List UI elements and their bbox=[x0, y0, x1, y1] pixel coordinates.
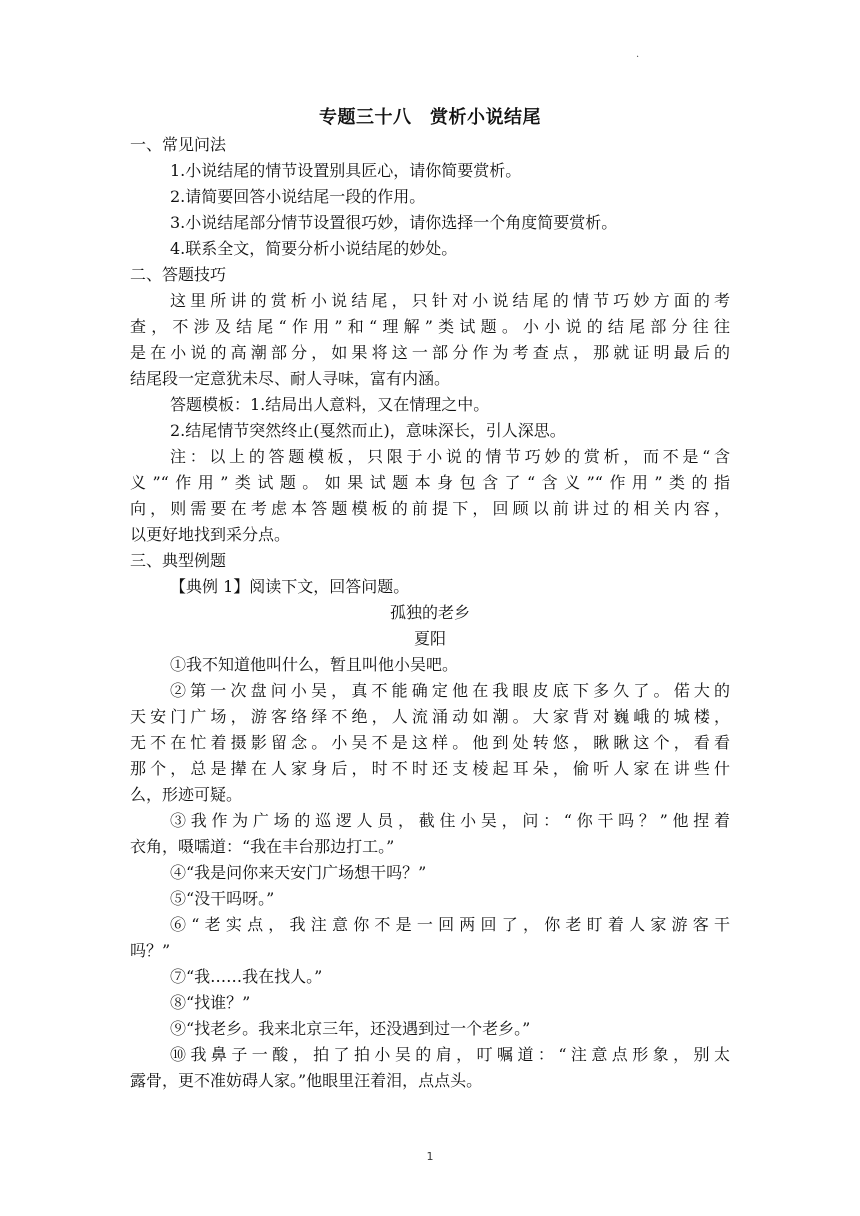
answer-template-1: 答题模板：1.结局出人意料，又在情理之中。 bbox=[170, 395, 490, 414]
story-paragraph-line: 无不在忙着摄影留念。小吴不是这样。他到处转悠，瞅瞅这个，看看 bbox=[130, 733, 730, 752]
document-body bbox=[130, 104, 730, 1094]
question-item: 4.联系全文，简要分析小说结尾的妙处。 bbox=[170, 239, 458, 258]
story-paragraph-line: 么，形迹可疑。 bbox=[130, 785, 243, 804]
story-author: 夏阳 bbox=[413, 629, 446, 648]
story-paragraph-line: 天安门广场，游客络绎不绝，人流涌动如潮。大家背对巍峨的城楼， bbox=[130, 707, 730, 726]
story-paragraph: ⑧“找谁？” bbox=[170, 993, 251, 1012]
story-paragraph-line: 那个，总是撵在人家身后，时不时还支棱起耳朵，偷听人家在讲些什 bbox=[130, 759, 730, 778]
story-paragraph: ④“我是问你来天安门广场想干吗？” bbox=[170, 863, 427, 882]
story-paragraph-line: ③我作为广场的巡逻人员，截住小吴，问：“你干吗？”他捏着 bbox=[170, 811, 730, 830]
note-line: 注：以上的答题模板，只限于小说的情节巧妙的赏析，而不是“含 bbox=[170, 447, 730, 466]
note-line: 以更好地找到采分点。 bbox=[130, 525, 291, 544]
paragraph-line: 查，不涉及结尾“作用”和“理解”类试题。小小说的结尾部分往往 bbox=[130, 317, 730, 336]
story-paragraph-line: 吗？” bbox=[130, 941, 171, 960]
page-number: 1 bbox=[426, 1150, 434, 1163]
example-intro: 【典例 1】阅读下文，回答问题。 bbox=[170, 577, 410, 596]
note-line: 向，则需要在考虑本答题模板的前提下，回顾以前讲过的相关内容， bbox=[130, 499, 730, 518]
question-item: 1.小说结尾的情节设置别具匠心，请你简要赏析。 bbox=[170, 161, 522, 180]
story-paragraph-line: ⑩我鼻子一酸，拍了拍小吴的肩，叮嘱道：“注意点形象，别太 bbox=[170, 1045, 730, 1064]
paragraph-line: 结尾段一定意犹未尽、耐人寻味，富有内涵。 bbox=[130, 369, 451, 388]
section-heading-common-questions: 一、常见问法 bbox=[130, 135, 227, 154]
story-paragraph: ⑨“找老乡。我来北京三年，还没遇到过一个老乡。” bbox=[170, 1019, 531, 1038]
question-item: 3.小说结尾部分情节设置很巧妙，请你选择一个角度简要赏析。 bbox=[170, 213, 618, 232]
story-paragraph: ⑦“我……我在找人。” bbox=[170, 967, 323, 986]
page-title: 专题三十八 赏析小说结尾 bbox=[319, 107, 541, 128]
story-paragraph-line: 露骨，更不准妨碍人家。”他眼里汪着泪，点点头。 bbox=[130, 1071, 483, 1090]
paragraph-line: 这里所讲的赏析小说结尾，只针对小说结尾的情节巧妙方面的考 bbox=[170, 291, 730, 310]
story-paragraph-line: 衣角，嗫嚅道：“我在丰台那边打工。” bbox=[130, 837, 395, 856]
answer-template-2: 2.结尾情节突然终止(戛然而止)，意味深长，引人深思。 bbox=[170, 421, 566, 440]
section-heading-answer-skills: 二、答题技巧 bbox=[130, 265, 227, 284]
paragraph-line: 是在小说的高潮部分，如果将这一部分作为考查点，那就证明最后的 bbox=[130, 343, 730, 362]
story-title: 孤独的老乡 bbox=[389, 603, 470, 622]
story-paragraph-line: ②第一次盘问小吴，真不能确定他在我眼皮底下多久了。偌大的 bbox=[170, 681, 730, 700]
story-paragraph-line: ⑥“老实点，我注意你不是一回两回了，你老盯着人家游客干 bbox=[170, 915, 730, 934]
header-mark: · bbox=[636, 52, 640, 63]
section-heading-examples: 三、典型例题 bbox=[130, 551, 227, 570]
note-line: 义”“作用”类试题。如果试题本身包含了“含义”“作用”类的指 bbox=[130, 473, 730, 492]
story-paragraph: ①我不知道他叫什么，暂且叫他小吴吧。 bbox=[170, 655, 459, 674]
story-paragraph: ⑤“没干吗呀。” bbox=[170, 889, 275, 908]
question-item: 2.请简要回答小说结尾一段的作用。 bbox=[170, 187, 426, 206]
